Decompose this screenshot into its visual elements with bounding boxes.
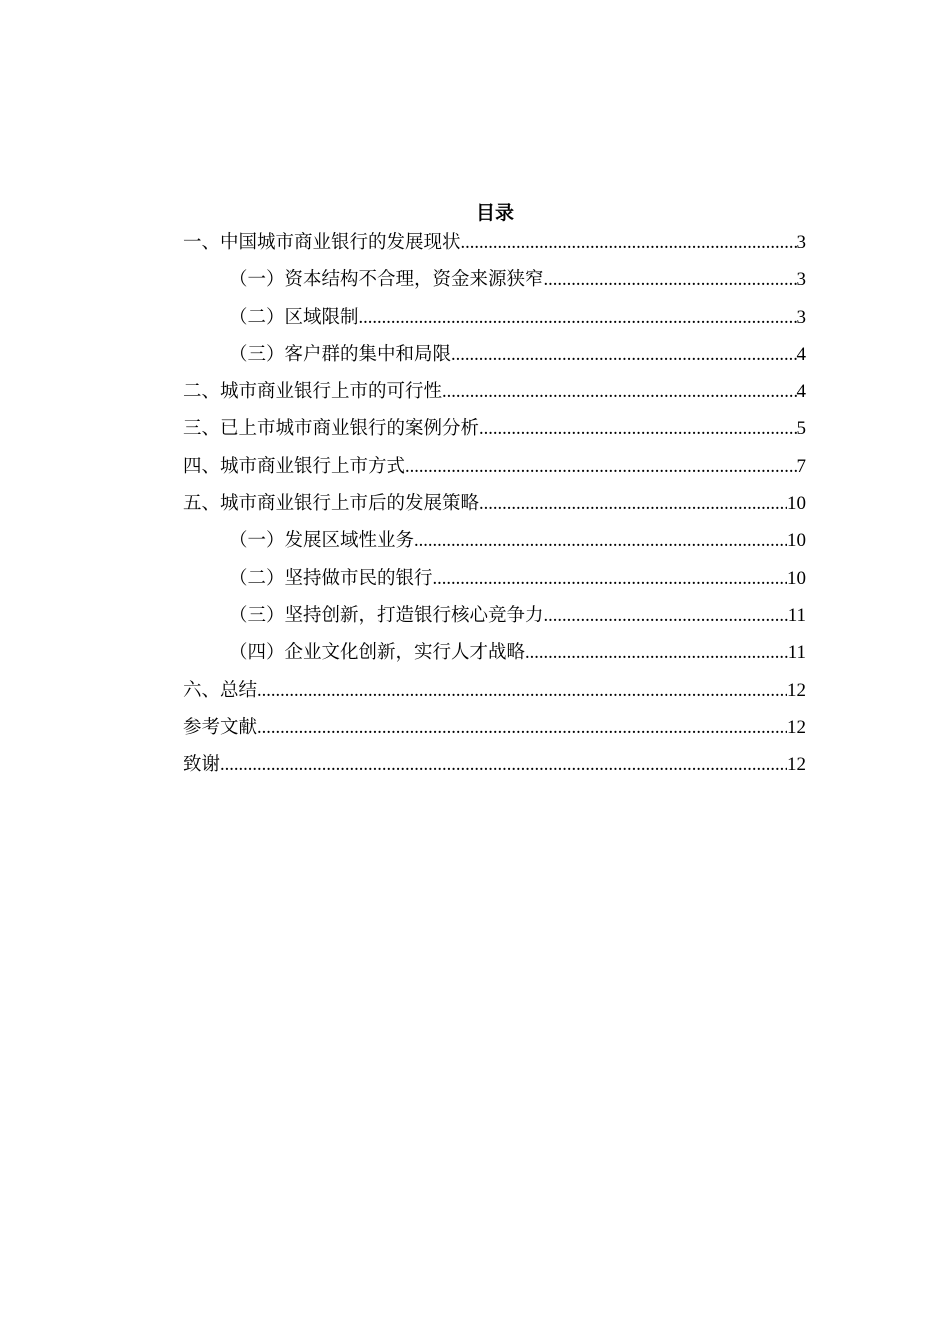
toc-entry-label: （一）发展区域性业务 (229, 530, 415, 552)
toc-entry-label: 二、城市商业银行上市的可行性 (183, 381, 443, 403)
toc-entry[interactable] (183, 597, 806, 634)
toc-leader-dots (257, 673, 787, 710)
toc-entry[interactable] (183, 709, 806, 746)
toc-leader-dots (442, 374, 796, 411)
toc-entry-label: （一）资本结构不合理，资金来源狭窄 (229, 269, 544, 291)
toc-entry-label: 三、已上市城市商业银行的案例分析 (183, 418, 480, 440)
toc-entry-page-number: 12 (787, 754, 806, 776)
toc-entry-page-number: 7 (796, 455, 806, 477)
toc-leader-dots (525, 635, 788, 672)
toc-entry-label: 四、城市商业银行上市方式 (183, 455, 406, 477)
toc-leader-dots (220, 747, 787, 784)
toc-entry-page-number: 10 (787, 530, 806, 552)
toc-entry-page-number: 11 (787, 642, 806, 664)
toc-entry-label: 参考文献 (183, 716, 258, 738)
toc-entry-label: （二）坚持做市民的银行 (229, 567, 433, 589)
toc-entry-page-number: 3 (796, 232, 806, 253)
toc-entry-label: （二）区域限制 (229, 306, 359, 328)
toc-entry-page-number: 11 (787, 604, 806, 626)
toc-entry[interactable] (183, 560, 806, 597)
toc-entry[interactable] (183, 336, 806, 373)
toc-entry[interactable] (183, 485, 806, 522)
toc-entry-page-number: 3 (796, 306, 806, 328)
toc-entry-page-number: 4 (796, 343, 806, 365)
toc-leader-dots (451, 337, 796, 374)
toc-entry[interactable] (183, 261, 806, 298)
toc-leader-dots (479, 411, 796, 448)
toc-entry[interactable] (183, 299, 806, 336)
toc-entry-label: 六、总结 (183, 679, 258, 701)
toc-entry-page-number: 12 (787, 716, 806, 738)
toc-entry-label: （三）客户群的集中和局限 (229, 343, 452, 365)
toc-entry-page-number: 10 (787, 493, 806, 515)
toc-entry-label: 一、中国城市商业银行的发展现状 (183, 232, 461, 253)
toc-leader-dots (433, 561, 787, 598)
toc-leader-dots (544, 598, 788, 635)
toc-entry-page-number: 10 (787, 567, 806, 589)
toc-entry[interactable] (183, 448, 806, 485)
toc-entry-label: （三）坚持创新，打造银行核心竞争力 (229, 604, 544, 626)
toc-leader-dots (414, 523, 787, 560)
toc-leader-dots (405, 449, 796, 486)
toc-entry-label: （四）企业文化创新，实行人才战略 (229, 642, 526, 664)
table-of-contents (183, 224, 806, 783)
toc-entry-label: 致谢 (183, 754, 221, 776)
toc-entry[interactable] (183, 634, 806, 671)
toc-entry[interactable] (183, 522, 806, 559)
toc-leader-dots (544, 262, 797, 299)
toc-leader-dots (359, 300, 797, 337)
toc-entry[interactable] (183, 410, 806, 447)
toc-leader-dots (479, 486, 787, 523)
toc-entry-page-number: 12 (787, 679, 806, 701)
toc-leader-dots (257, 710, 787, 747)
toc-title: 目录 (475, 202, 514, 224)
toc-entry-page-number: 4 (796, 381, 806, 403)
toc-entry[interactable] (183, 672, 806, 709)
toc-entry-label: 五、城市商业银行上市后的发展策略 (183, 493, 480, 515)
toc-entry[interactable] (183, 373, 806, 410)
toc-entry-page-number: 3 (796, 269, 806, 291)
toc-entry-page-number: 5 (796, 418, 806, 440)
toc-leader-dots (461, 225, 797, 262)
toc-entry[interactable] (183, 224, 806, 261)
toc-entry[interactable] (183, 746, 806, 783)
